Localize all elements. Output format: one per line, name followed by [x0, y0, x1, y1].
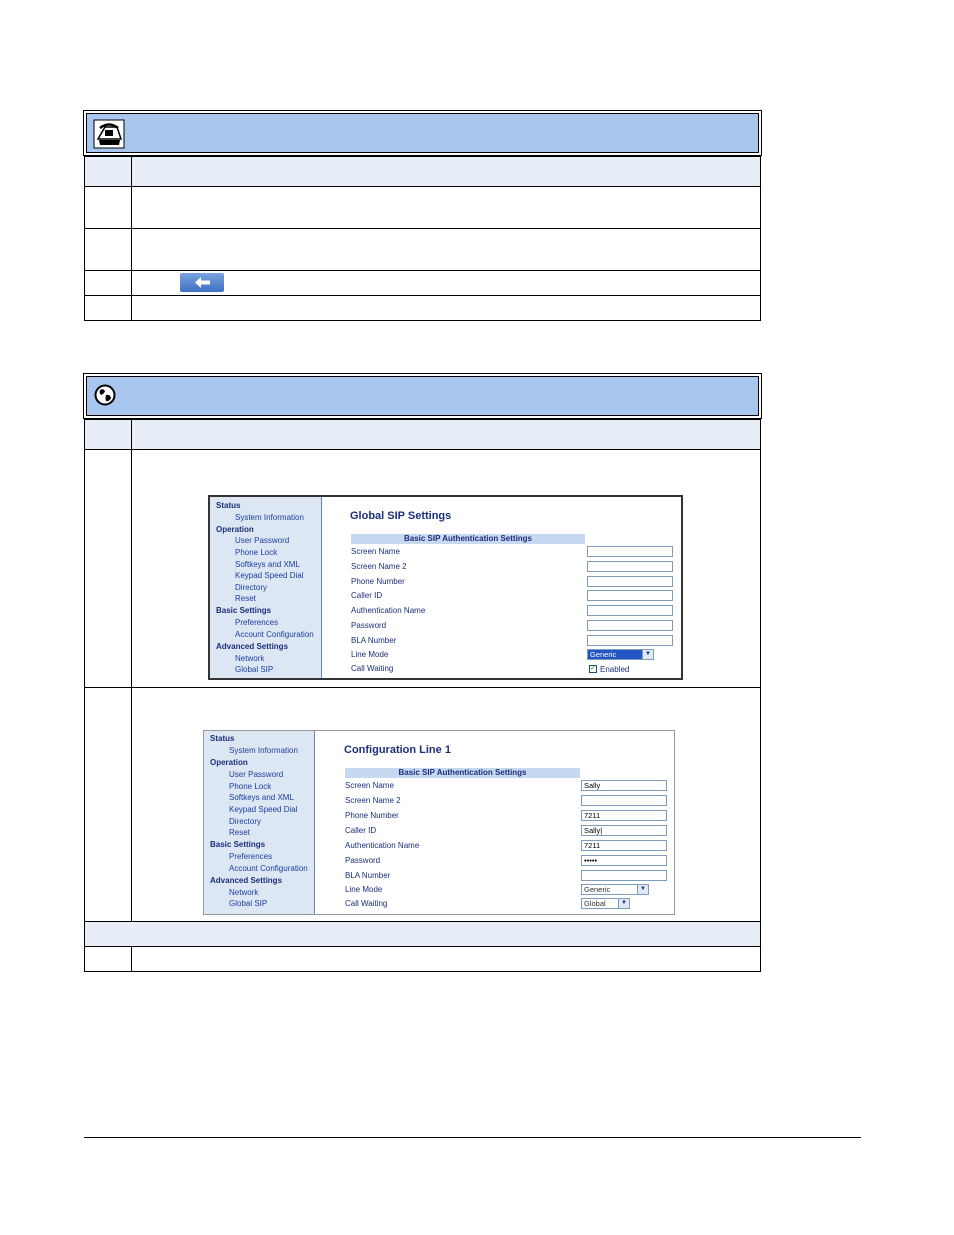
call-waiting-select[interactable] [581, 898, 630, 909]
web-ui-banner [83, 373, 762, 419]
configuration-line-1-screenshot [203, 730, 675, 915]
nav-advanced-settings[interactable]: Advanced Settings [216, 642, 289, 651]
field-label-screen-name: Screen Name [351, 547, 400, 556]
page-title: Configuration Line 1 [344, 744, 451, 756]
step-column-divider [131, 296, 132, 320]
phone-ui-step-row [85, 295, 760, 320]
nav-preferences[interactable]: Preferences [229, 852, 273, 861]
caller-id-input[interactable] [587, 590, 673, 601]
call-waiting-enabled-label: Enabled [600, 665, 630, 674]
field-label-bla-number: BLA Number [351, 636, 397, 645]
caller-id-input[interactable]: Sally| [581, 825, 667, 836]
nav-phone-lock[interactable]: Phone Lock [235, 548, 278, 557]
field-label-authentication-name: Authentication Name [345, 841, 420, 850]
section-header: Basic SIP Authentication Settings [345, 768, 580, 778]
step-column-divider [131, 450, 132, 688]
chevron-down-icon: ▼ [618, 899, 629, 908]
step-column-divider [131, 229, 132, 271]
nav-network[interactable]: Network [229, 888, 259, 897]
line-mode-value: Generic [590, 650, 617, 659]
section-header: Basic SIP Authentication Settings [351, 534, 585, 544]
step-column-divider [131, 157, 132, 187]
nav-basic-settings[interactable]: Basic Settings [216, 606, 272, 615]
nav-system-information[interactable]: System Information [229, 746, 298, 755]
authentication-name-input[interactable]: 7211 [581, 840, 667, 851]
nav-keypad-speed-dial[interactable]: Keypad Speed Dial [235, 571, 304, 580]
nav-basic-settings[interactable]: Basic Settings [210, 840, 266, 849]
field-label-caller-id: Caller ID [351, 591, 383, 600]
field-label-line-mode: Line Mode [351, 650, 389, 659]
nav-global-sip[interactable]: Global SIP [229, 899, 268, 908]
web-ui-step-row [85, 946, 760, 971]
field-label-screen-name: Screen Name [345, 781, 394, 790]
phone-number-input[interactable]: 7211 [581, 810, 667, 821]
nav-directory[interactable]: Directory [229, 817, 262, 826]
nav-account-configuration[interactable]: Account Configuration [235, 630, 314, 639]
field-label-password: Password [351, 621, 387, 630]
call-waiting-checkbox[interactable]: ✓ [590, 665, 596, 672]
field-label-call-waiting: Call Waiting [345, 899, 388, 908]
phone-ui-step-row [85, 228, 760, 271]
back-button[interactable] [180, 273, 224, 292]
field-label-phone-number: Phone Number [351, 577, 405, 586]
phone-ui-banner-fill [86, 113, 759, 153]
phone-ui-step-row [85, 270, 760, 296]
phone-handset-icon [93, 119, 125, 149]
nav-reset[interactable]: Reset [235, 594, 256, 603]
nav-advanced-settings[interactable]: Advanced Settings [210, 876, 283, 885]
left-arrow-icon [180, 273, 224, 292]
screen-name-2-input[interactable] [581, 795, 667, 806]
web-ui-banner-fill [86, 376, 759, 416]
page-footer-rule [84, 1137, 861, 1138]
step-column-divider [131, 947, 132, 971]
authentication-name-input[interactable] [587, 605, 673, 616]
screen-name-input[interactable]: Sally [581, 780, 667, 791]
global-sip-settings-screenshot [208, 495, 683, 680]
nav-user-password[interactable]: User Password [235, 536, 290, 545]
field-label-bla-number: BLA Number [345, 871, 391, 880]
nav-keypad-speed-dial[interactable]: Keypad Speed Dial [229, 805, 298, 814]
globe-web-icon [94, 384, 116, 406]
nav-preferences[interactable]: Preferences [235, 618, 279, 627]
nav-softkeys-and-xml[interactable]: Softkeys and XML [235, 560, 300, 569]
line-mode-select[interactable] [581, 884, 649, 895]
web-ui-header-row [85, 419, 760, 450]
nav-softkeys-and-xml[interactable]: Softkeys and XML [229, 793, 294, 802]
step-column-divider [131, 420, 132, 450]
password-input[interactable] [587, 620, 673, 631]
nav-global-sip[interactable]: Global SIP [235, 665, 274, 674]
field-label-caller-id: Caller ID [345, 826, 377, 835]
field-label-authentication-name: Authentication Name [351, 606, 426, 615]
field-label-screen-name-2: Screen Name 2 [351, 562, 407, 571]
phone-ui-steps-table [84, 156, 761, 321]
chevron-down-icon: ▼ [637, 885, 648, 894]
web-ui-nav-menu [204, 731, 315, 914]
phone-ui-header-row [85, 156, 760, 187]
phone-number-input[interactable] [587, 576, 673, 587]
page-title: Global SIP Settings [350, 510, 452, 522]
nav-directory[interactable]: Directory [235, 583, 268, 592]
field-label-password: Password [345, 856, 381, 865]
field-label-line-mode: Line Mode [345, 885, 383, 894]
field-label-call-waiting: Call Waiting [351, 664, 394, 673]
field-label-screen-name-2: Screen Name 2 [345, 796, 401, 805]
web-ui-nav-menu [210, 497, 322, 678]
nav-operation[interactable]: Operation [210, 758, 248, 767]
step-column-divider [131, 271, 132, 296]
nav-system-information[interactable]: System Information [235, 513, 304, 522]
phone-ui-step-row [85, 186, 760, 229]
nav-phone-lock[interactable]: Phone Lock [229, 782, 272, 791]
step-column-divider [131, 187, 132, 229]
line-mode-value: Generic [584, 885, 611, 894]
screen-name-2-input[interactable] [587, 561, 673, 572]
bla-number-input[interactable] [581, 870, 667, 881]
nav-operation[interactable]: Operation [216, 525, 254, 534]
call-waiting-value: Global [584, 899, 606, 908]
nav-network[interactable]: Network [235, 654, 265, 663]
web-ui-note-row [85, 921, 760, 947]
chevron-down-icon: ▼ [642, 650, 653, 659]
nav-reset[interactable]: Reset [229, 828, 250, 837]
screen-name-input[interactable] [587, 546, 673, 557]
field-label-phone-number: Phone Number [345, 811, 399, 820]
line-mode-select[interactable] [587, 649, 654, 660]
password-input[interactable]: ••••• [581, 855, 667, 866]
nav-status[interactable]: Status [210, 734, 235, 743]
step-column-divider [131, 688, 132, 922]
bla-number-input[interactable] [587, 635, 673, 646]
nav-status[interactable]: Status [216, 501, 241, 510]
nav-account-configuration[interactable]: Account Configuration [229, 864, 308, 873]
nav-user-password[interactable]: User Password [229, 770, 284, 779]
phone-ui-banner [83, 110, 762, 156]
